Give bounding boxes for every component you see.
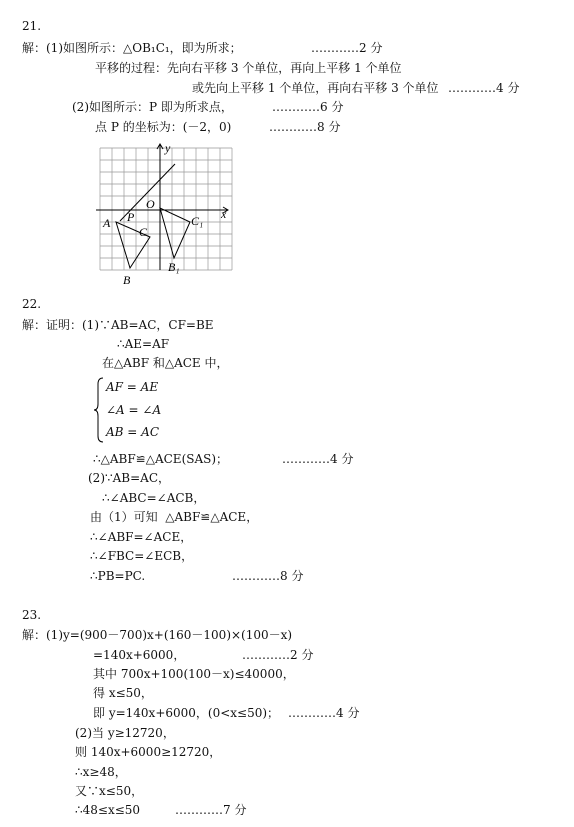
q23-line-5: 即 y=140x+6000，(0<x≤50)；: [93, 706, 280, 720]
q21-score-2: …………4 分: [448, 81, 520, 95]
q22-line-9: ∴∠ABC=∠ACB，: [102, 491, 206, 505]
label-b: B: [123, 273, 131, 287]
q21-line-4: (2)如图所示：P 即为所求点，: [72, 100, 233, 114]
q21-line-3: 或先向上平移 1 个单位，再向右平移 3 个单位: [192, 81, 439, 95]
q22-line-10: 由（1）可知 △ABF≌△ACE，: [90, 510, 259, 524]
question-number-23: 23.: [22, 608, 42, 622]
coordinate-grid-figure: [90, 140, 240, 290]
q23-line-4: 得 x≤50，: [93, 686, 153, 700]
q22-line-12: ∴∠FBC=∠ECB，: [90, 549, 194, 563]
q22-line-8: (2)∵AB=AC，: [88, 471, 171, 485]
q23-line-1: 解：(1)y=(900－700)x+(160－100)×(100－x): [22, 628, 293, 642]
question-number-21: 21.: [22, 19, 42, 33]
q23-line-7: 则 140x+6000≥12720，: [75, 745, 222, 759]
q23-line-8: ∴x≥48，: [75, 765, 127, 779]
q22-line-7: ∴△ABF≌△ACE(SAS)；: [93, 452, 229, 466]
q21-line-2: 平移的过程：先向右平移 3 个单位，再向上平移 1 个单位: [95, 61, 402, 75]
q23-score-2: …………4 分: [288, 706, 360, 720]
label-c1: C₁: [191, 214, 204, 228]
q23-line-10: ∴48≤x≤50: [75, 803, 141, 817]
q21-line-1: 解：(1)如图所示：△OB₁C₁，即为所求；: [22, 41, 242, 55]
q21-score-3: …………6 分: [272, 100, 344, 114]
q22-equation-1: AF = AE: [106, 380, 159, 394]
q22-score-1: …………4 分: [282, 452, 354, 466]
system-brace: [93, 376, 105, 444]
question-number-22: 22.: [22, 297, 42, 311]
q22-line-2: ∴AE=AF: [117, 337, 170, 351]
q22-line-1: 解：证明：(1)∵AB=AC，CF=BE: [22, 318, 214, 332]
q23-score-1: …………2 分: [242, 648, 314, 662]
label-a: A: [103, 216, 111, 230]
q23-line-3: 其中 700x+100(100－x)≤40000，: [93, 667, 295, 681]
label-c: C: [139, 225, 148, 239]
q22-equation-3: AB = AC: [106, 425, 160, 439]
label-x: x: [221, 207, 227, 221]
label-o: O: [146, 197, 155, 211]
q21-score-1: …………2 分: [311, 41, 383, 55]
label-p: P: [127, 210, 135, 224]
q23-score-3: …………7 分: [175, 803, 247, 817]
label-b1: B₁: [168, 260, 180, 274]
q21-score-4: …………8 分: [269, 120, 341, 134]
q23-line-6: (2)当 y≥12720，: [75, 726, 175, 740]
q22-line-11: ∴∠ABF=∠ACE，: [90, 530, 193, 544]
q22-line-13: ∴PB=PC.: [90, 569, 146, 583]
triangle-ob1c1: [160, 208, 190, 258]
q22-line-3: 在△ABF 和△ACE 中，: [102, 356, 229, 370]
q22-equation-2: ∠A = ∠A: [106, 403, 162, 417]
q23-line-9: 又∵x≤50，: [75, 784, 144, 798]
q23-line-2: =140x+6000，: [93, 648, 186, 662]
label-y: y: [165, 141, 171, 155]
q22-score-2: …………8 分: [232, 569, 304, 583]
q21-line-5: 点 P 的坐标为：(－2，0): [95, 120, 232, 134]
